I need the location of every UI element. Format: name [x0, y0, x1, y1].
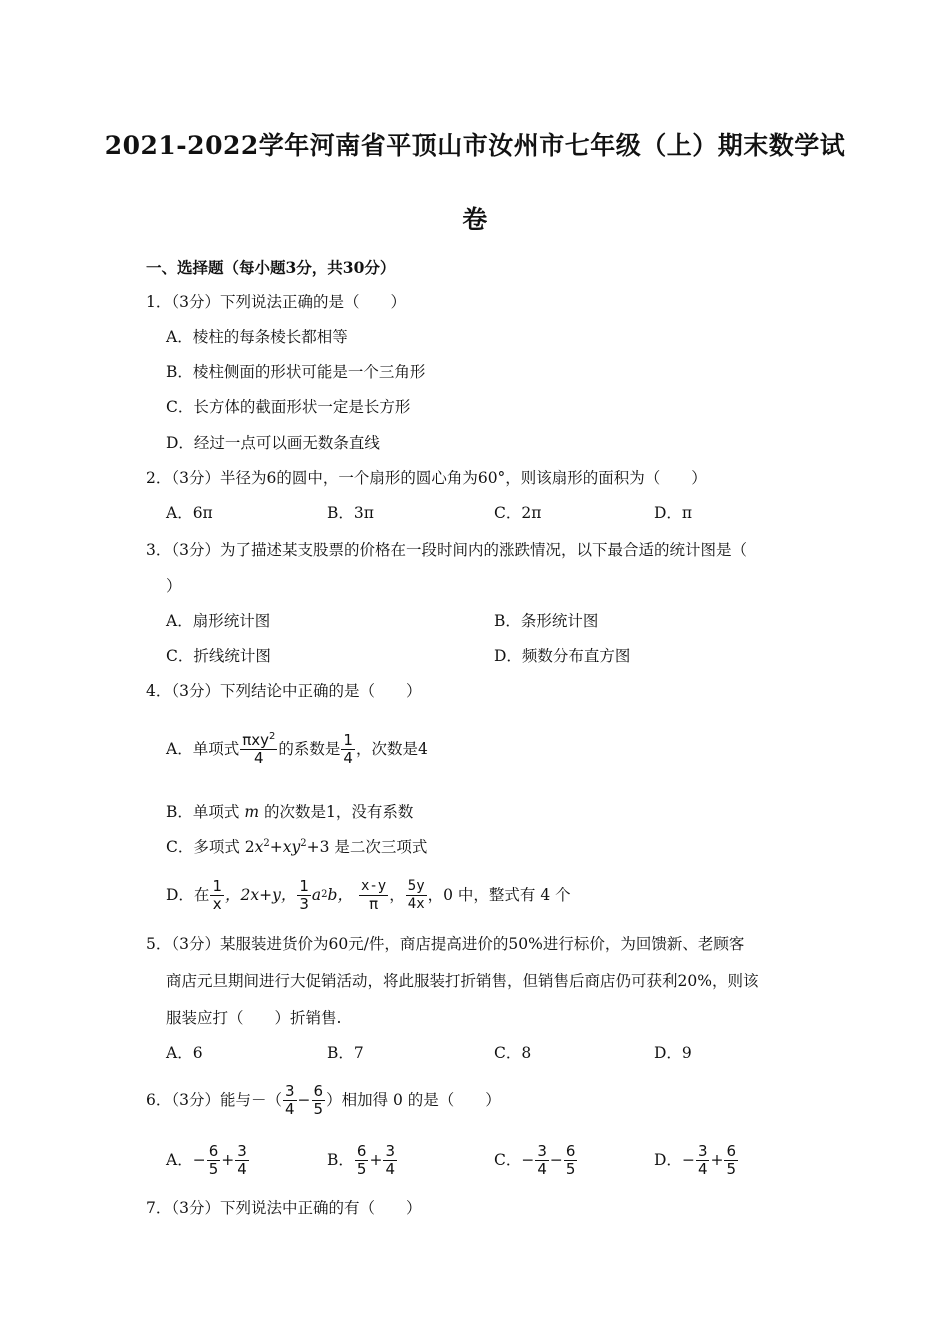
q4-b-prefix: B．单项式: [166, 803, 240, 821]
q3-stem-end: ）: [166, 577, 182, 595]
q4-d-f2-denominator: 3: [299, 894, 309, 913]
q4-a-coefficient-fraction: [341, 732, 355, 767]
q3-stem: 3．（3分）为了描述某支股票的价格在一段时间内的涨跌情况，以下最合适的统计图是（: [146, 541, 747, 559]
q1-option-c: C．长方体的截面形状一定是长方形: [166, 398, 411, 416]
q1-option-a: A．棱柱的每条棱长都相等: [166, 328, 348, 346]
q5-stem-line-1: 5．（3分）某服装进货价为60元/件，商店提高进价的50%进行标价，为回馈新、老顾客: [146, 935, 745, 953]
q6-option-a: A． − $\frac{6}{5}$ + $\frac{3}{4}$: [166, 1136, 250, 1184]
q4-c-suffix: +3 是二次三项式: [306, 838, 428, 856]
q4-a-monomial-numerator: πxy: [242, 730, 269, 749]
q2-option-c: C．2π: [494, 504, 542, 522]
q4-d-suffix: ，0 中，整式有 4 个: [427, 886, 571, 904]
q3-option-d: D．频数分布直方图: [494, 647, 631, 665]
q6-b-label: B．: [327, 1151, 354, 1169]
q4-b-suffix: 的次数是1，没有系数: [263, 803, 414, 821]
q2-option-d: D．π: [654, 504, 693, 522]
q4-b-variable: m: [244, 803, 260, 821]
q6-suffix: ）相加得 0 的是（ ）: [326, 1091, 501, 1109]
q6-f2-denominator: 5: [313, 1099, 324, 1118]
q1-option-b: B．棱柱侧面的形状可能是一个三角形: [166, 363, 426, 381]
q6-prefix: 6．（3分）能与－（: [146, 1091, 282, 1109]
q4-c-prefix: C．多项式 2: [166, 838, 255, 856]
q6-stem: 6．（3分）能与－（ $\frac{3}{4}$ − $\frac{6}{5}$ ）相加得 0 的是（ ）: [146, 1076, 501, 1124]
q4-a-coefficient-numerator: 1: [343, 730, 353, 749]
q4-option-a: [166, 722, 428, 776]
q4-d-prefix: D．在: [166, 886, 210, 904]
q4-d-sep-1: ，2x+y，: [224, 886, 297, 904]
q6-option-c: C． − $\frac{3}{4}$ − $\frac{6}{5}$: [494, 1136, 578, 1184]
q3-option-c: C．折线统计图: [166, 647, 271, 665]
q4-stem: 4．（3分）下列结论中正确的是（ ）: [146, 682, 422, 700]
q5-stem-line-3: 服装应打（ ）折销售.: [166, 1009, 342, 1027]
q7-stem: 7．（3分）下列说法中正确的有（ ）: [146, 1199, 422, 1217]
q6-c-label: C．: [494, 1151, 522, 1169]
q4-d-f3-denominator: π: [369, 894, 379, 913]
q5-option-d: D．9: [654, 1044, 692, 1062]
q2-option-a: A．6π: [166, 504, 213, 522]
q2-stem: 2．（3分）半径为6的圆中，一个扇形的圆心角为60°，则该扇形的面积为（ ）: [146, 469, 707, 487]
q6-f1-numerator: 3: [284, 1081, 295, 1100]
page-title-continued: 卷: [462, 205, 488, 234]
q4-d-fraction-1: [210, 878, 224, 913]
q4-d-f4-numerator: 5y: [407, 877, 425, 894]
q6-fraction-1: [283, 1083, 297, 1118]
q1-option-d: D．经过一点可以画无数条直线: [166, 434, 380, 452]
q4-a-suffix: ，次数是4: [355, 740, 428, 758]
q5-option-c: C．8: [494, 1044, 532, 1062]
q4-option-c: C．多项式 $2x^2+xy^2+3$ 是二次三项式: [166, 838, 428, 856]
q4-d-fraction-3: [359, 878, 388, 913]
q5-option-a: A．6: [166, 1044, 203, 1062]
q6-option-d: D． − $\frac{3}{4}$ + $\frac{6}{5}$: [654, 1136, 739, 1184]
q4-d-sep-2: b，: [327, 886, 353, 904]
q4-d-f2-numerator: 1: [299, 876, 309, 895]
q6-a-label: A．: [166, 1151, 193, 1169]
q6-option-b: B． $\frac{6}{5}$ + $\frac{3}{4}$: [327, 1136, 398, 1184]
q4-a-monomial-fraction: $\frac{\pi xy^2}{4}$: [242, 730, 276, 767]
q4-d-f3-numerator: x-y: [360, 877, 387, 894]
page-title: 2021-2022学年河南省平顶山市汝州市七年级（上）期末数学试: [104, 131, 846, 160]
q4-a-prefix: A．单项式: [166, 740, 240, 758]
q1-stem: 1．（3分）下列说法正确的是（ ）: [146, 293, 406, 311]
q2-option-b: B．3π: [327, 504, 374, 522]
q4-a-monomial-denominator: 4: [254, 748, 264, 767]
q4-a-coefficient-denominator: 4: [343, 748, 353, 767]
q4-option-b: [166, 802, 413, 822]
q4-option-d: D．在 $\frac{1}{x}$ ，2x+y， $\frac{1}{3}$ a 2 b， $\frac{x-y}{\pi}$ ， $\frac{5y}{4x}$ ，0 中，整式有 4 个: [166, 870, 571, 920]
q6-f2-numerator: 6: [313, 1081, 324, 1100]
q4-a-middle: 的系数是: [278, 740, 341, 758]
q6-fraction-2: [312, 1083, 326, 1118]
q4-d-fraction-2: [297, 878, 311, 913]
section-heading: 一、选择题（每小题3分，共30分）: [146, 258, 396, 277]
q4-d-f1-numerator: 1: [212, 876, 222, 895]
q4-d-f1-denominator: x: [212, 894, 222, 913]
q6-f1-denominator: 4: [284, 1099, 295, 1118]
q3-option-a: A．扇形统计图: [166, 612, 271, 630]
q3-option-b: B．条形统计图: [494, 612, 599, 630]
q6-d-label: D．: [654, 1151, 682, 1169]
q5-option-b: B．7: [327, 1044, 364, 1062]
q4-d-fraction-4: [406, 878, 427, 913]
q5-stem-line-2: 商店元旦期间进行大促销活动，将此服装打折销售，但销售后商店仍可获利20%，则该: [166, 972, 759, 990]
q4-d-f4-denominator: 4x: [407, 895, 425, 912]
